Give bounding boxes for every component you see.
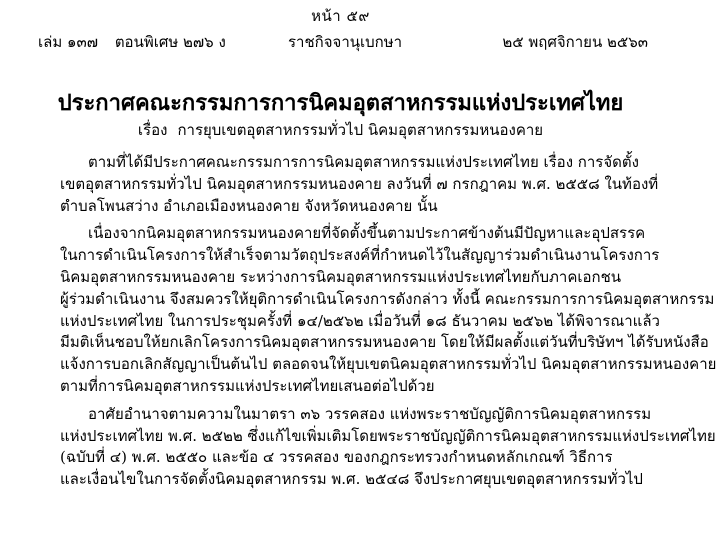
body-line: แห่งประเทศไทย ในการประชุมครั้งที่ ๑๔/๒๕๖๒ เมื่อวันที่ ๑๘ ธันวาคม ๒๕๖๒ ได้พิจารณาแล้ว [60, 311, 660, 330]
body-line: เขตอุตสาหกรรมทั่วไป นิคมอุตสาหกรรมหนองคาย ลงวันที่ ๗ กรกฎาคม พ.ศ. ๒๕๕๘ ในท้องที่ [60, 174, 659, 193]
body-line: อาศัยอำนาจตามความในมาตรา ๓๖ วรรคสอง แห่งพระราชบัญญัติการนิคมอุตสาหกรรม [88, 404, 652, 423]
body-line: แห่งประเทศไทย พ.ศ. ๒๕๒๒ ซึ่งแก้ไขเพิ่มเติมโดยพระราชบัญญัติการนิคมอุตสาหกรรมแห่งประเทศไทย [60, 426, 716, 445]
body-line: มีมติเห็นชอบให้ยกเลิกโครงการนิคมอุตสาหกรรมหนองคาย โดยให้มีผลตั้งแต่วันที่บริษัทฯ ได้รับหนังสือ [60, 333, 709, 352]
body-line: (ฉบับที่ ๔) พ.ศ. ๒๕๕๐ และข้อ ๔ วรรคสอง ของกฎกระทรวงกำหนดหลักเกณฑ์ วิธีการ [60, 448, 613, 467]
section-label: ตอนพิเศษ ๒๗๖ ง [114, 33, 226, 51]
body-line: ผู้ร่วมดำเนินงาน จึงสมควรให้ยุติการดำเนินโครงการดังกล่าว ทั้งนี้ คณะกรรมการการนิคมอุตสาหกรรม [60, 289, 715, 308]
body-line: ตามที่การนิคมอุตสาหกรรมแห่งประเทศไทยเสนอต่อไปด้วย [60, 376, 435, 395]
publication-name: ราชกิจจานุเบกษา [288, 33, 403, 51]
body-line: แจ้งการบอกเลิกสัญญาเป็นต้นไป ตลอดจนให้ยุบเขตนิคมอุตสาหกรรมทั่วไป นิคมอุตสาหกรรมหนองคาย [60, 355, 716, 374]
document-title: ประกาศคณะกรรมการการนิคมอุตสาหกรรมแห่งประเทศไทย [57, 90, 624, 116]
header-left-group [38, 30, 238, 54]
gazette-header [38, 30, 648, 52]
body-line: นิคมอุตสาหกรรมหนองคาย ระหว่างการนิคมอุตสาหกรรมแห่งประเทศไทยกับภาคเอกชน [60, 267, 622, 286]
body-line: และเงื่อนไขในการจัดตั้งนิคมอุตสาหกรรม พ.ศ. ๒๕๔๘ จึงประกาศยุบเขตอุตสาหกรรมทั่วไป [60, 470, 643, 489]
body-line: ตำบลโพนสว่าง อำเภอเมืองหนองคาย จังหวัดหนองคาย นั้น [60, 196, 438, 215]
subject-label: เรื่อง [137, 121, 168, 139]
publication-date: ๒๕ พฤศจิกายน ๒๕๖๓ [502, 33, 648, 51]
document-body [60, 152, 716, 491]
body-line: ตามที่ได้มีประกาศคณะกรรมการการนิคมอุตสาหกรรมแห่งประเทศไทย เรื่อง การจัดตั้ง [88, 153, 639, 171]
page-number: หน้า ๕๙ [311, 7, 370, 25]
body-line: ในการดำเนินโครงการให้สำเร็จตามวัตถุประสงค์ที่กำหนดไว้ในสัญญาร่วมดำเนินงานโครงการ [60, 246, 660, 265]
volume-label: เล่ม ๑๓๗ [38, 33, 99, 51]
subject-text: การยุบเขตอุตสาหกรรมทั่วไป นิคมอุตสาหกรรมหนองคาย [177, 121, 544, 139]
body-line: เนื่องจากนิคมอุตสาหกรรมหนองคายที่จัดตั้งขึ้นตามประกาศข้างต้นมีปัญหาและอุปสรรค [88, 224, 646, 243]
document-subject [0, 118, 681, 142]
